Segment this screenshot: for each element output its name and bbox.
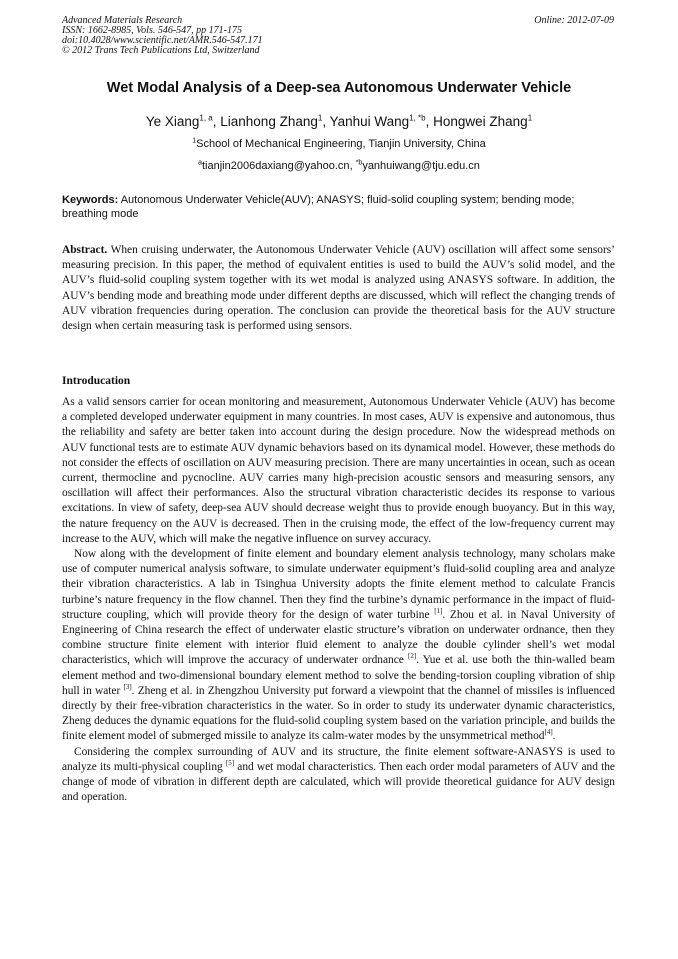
introduction-body xyxy=(62,395,615,805)
author-name: Yanhui Wang xyxy=(329,114,410,129)
abstract-text: When cruising underwater, the Autonomous Underwater Vehicle (AUV) oscillation will affect some sensors’ measuring precision. In this paper, the method of equivalent entities is used to build the AUV’s solid model, and the AUV’s fluid-solid coupling system together with its wet modal is analyzed using ANASYS software. In addition, the AUV’s bending mode and breathing mode under different depths are discussed, which will reflect the changing trends of AUV vibration frequencies during operation. The conclusion can provide the theoretical basis for the AUV structure design when certain measuring task is performed using sensors. xyxy=(62,244,615,333)
abstract xyxy=(62,243,615,334)
email-b[interactable]: yanhuiwang@tju.edu.cn xyxy=(362,160,480,172)
intro-text: Considering the complex surrounding of AUV and its structure, the finite element software-ANASYS is used to analyze its multi-physical coupling xyxy=(62,745,615,773)
intro-paragraph-1: As a valid sensors carrier for ocean monitoring and measurement, Autonomous Underwater Vehicle (AUV) has become a completed developed underwater equipment in many countries. In most cases, AUV is expensive and autonomous, thus the reliability and safety are better taken into account during the design procedure. Now the widespread methods on AUV functional tests are to estimate AUV dynamic behaviors based on its dynamical model. However, these methods do not consider the effects of oscillation on AUV measuring precision. There are many uncertainties in ocean, such as ocean current, thermocline and pycnocline. AUV carries many high-precision acoustic sensors and measuring sensors, any oscillation will affect their performances. Also the structural vibration characteristic decides its response to various excitations. In view of safety, deep-sea AUV should decrease weight thus to provide enough buoyancy. But in this way, the nature frequency on the AUV is decreased. Then in the cruising mode, the effect of the low-frequency current may increase to the AUV, which will make the negative influence on survey accuracy. xyxy=(62,396,615,545)
journal-name: Advanced Materials Research xyxy=(62,15,183,26)
online-date: Online: 2012-07-09 xyxy=(534,15,614,26)
intro-text: . Zhou et al. in Naval University of Engineering of China research the effect of underwater elastic structure’s vibration on underwater ordnance, then they combine structure finite element with interior fluid element to analyze the double cylinder shell’s wet modal characteristics, which will improve the accuracy of underwater ordnance xyxy=(62,608,615,667)
author-name: Ye Xiang xyxy=(145,114,200,129)
email-mark-b: *b xyxy=(355,159,363,167)
citation-1[interactable]: [1] xyxy=(434,607,443,616)
author-name: Hongwei Zhang xyxy=(433,114,528,129)
intro-paragraph-2 xyxy=(62,547,615,745)
citation-5[interactable]: [5] xyxy=(225,759,235,768)
keywords-label: Keywords: xyxy=(62,194,119,206)
intro-text: . Yue et al. use both the thin-walled beam element method and two-dimensional boundary element method to solve the bending-torsion coupling vibration of ship hull in water xyxy=(62,654,615,697)
affil-text: School of Mechanical Engineering, Tianjin University, China xyxy=(196,138,486,150)
author-affil-mark: 1 xyxy=(527,113,533,123)
author-affil-mark: 1 xyxy=(317,113,323,123)
doi-line[interactable]: doi:10.4028/www.scientific.net/AMR.546-547.171 xyxy=(62,35,263,46)
copyright-line: © 2012 Trans Tech Publications Ltd, Switzerland xyxy=(62,45,260,56)
author-emails xyxy=(0,159,678,173)
email-mark-a: a xyxy=(198,159,202,167)
citation-3[interactable]: [3] xyxy=(123,683,132,692)
keywords-text: Autonomous Underwater Vehicle(AUV); ANASYS; fluid-solid coupling system; bending mode; breathing mode xyxy=(62,194,575,220)
email-a[interactable]: tianjin2006daxiang@yahoo.cn xyxy=(202,160,350,172)
intro-text: . Zheng et al. in Zhengzhou University put forward a viewpoint that the channel of missiles is influenced directly by their free-vibration characteristics in the water. So in order to study its underwater dynamic characteristics, Zheng deduces the dynamic equations for the fluid-solid coupling system based on the variation principle, and builds the finite element model of submerged missile to analyze its calm-water modes by the unsymmetrical method xyxy=(62,684,615,743)
author-affil-mark: 1, *b xyxy=(409,113,426,123)
citation-2[interactable]: [2] xyxy=(408,652,417,661)
abstract-label: Abstract. xyxy=(62,244,108,256)
intro-paragraph-3 xyxy=(62,745,615,806)
intro-text: Now along with the development of finite element and boundary element analysis technology, many scholars make use of computer numerical analysis software, to simulate underwater equipment’s fluid-solid coupling area and analyze their vibration characteristics. A lab in Tsinghua University adopts the finite element method to calculate Francis turbine’s nature frequency in the flow channel. Then they find the turbine’s dynamic performance in the impact of fluid-structure coupling, which will provide theory for the design of water turbine xyxy=(62,548,615,621)
intro-text: and wet modal characteristics. Then each order modal parameters of AUV and the change of mode of vibration in different depth are calculated, which will provide theoretical guidance for AUV design and operation. xyxy=(62,760,615,804)
issn-line: ISSN: 1662-8985, Vols. 546-547, pp 171-175 xyxy=(62,25,242,36)
intro-text: . xyxy=(552,730,556,743)
affil-mark: 1 xyxy=(192,137,197,145)
author-name: Lianhong Zhang xyxy=(220,114,318,129)
citation-4[interactable]: [4] xyxy=(544,728,553,737)
journal-meta xyxy=(62,16,263,56)
affiliation xyxy=(0,137,678,151)
section-heading-introduction: Introducation xyxy=(62,375,131,387)
keywords xyxy=(62,193,615,221)
author-affil-mark: 1, a xyxy=(199,113,213,123)
paper-title: Wet Modal Analysis of a Deep-sea Autonomous Underwater Vehicle xyxy=(106,80,572,96)
author-list: Ye Xiang$^{1, a}$, Lianhong Zhang$^1$, Yanhui Wang$^{1, *b}$, Hongwei Zhang$^1$ xyxy=(145,113,533,129)
email-separator: , xyxy=(349,160,356,172)
